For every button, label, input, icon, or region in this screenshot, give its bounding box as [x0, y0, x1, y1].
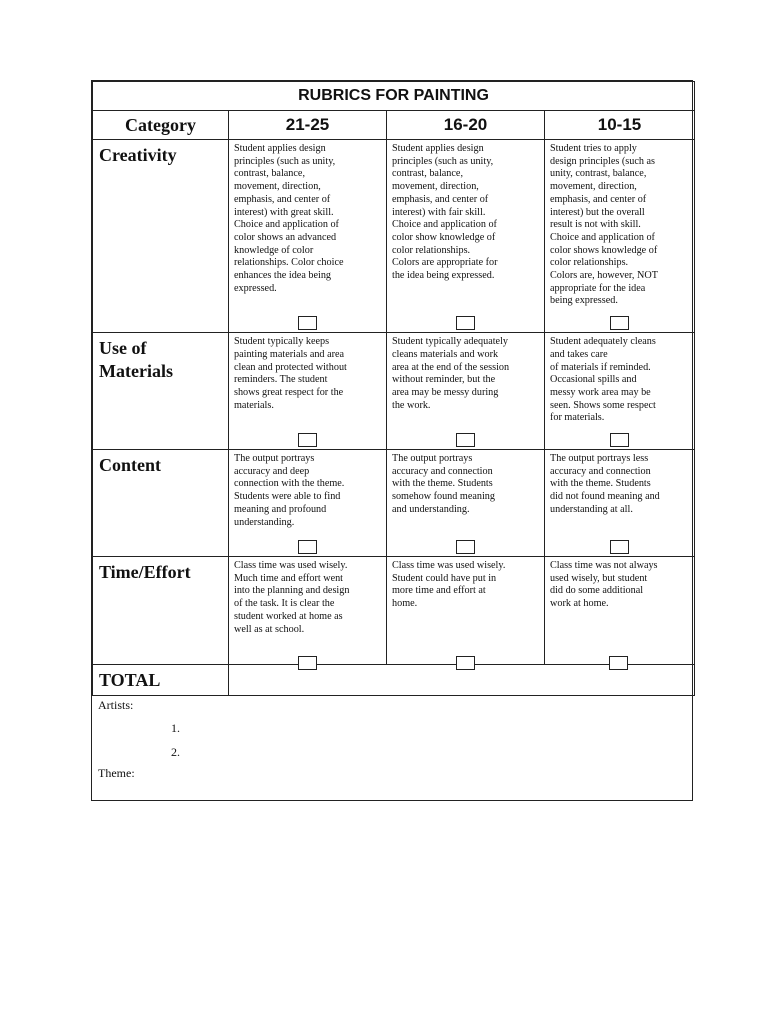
score-checkbox[interactable]	[298, 540, 317, 554]
score-header-1: 21-25	[229, 111, 387, 140]
category-time-effort: Time/Effort	[93, 557, 229, 665]
rubric-sheet	[91, 80, 693, 801]
score-checkbox[interactable]	[456, 433, 475, 447]
criterion-cell	[387, 333, 545, 450]
criterion-cell	[545, 450, 695, 557]
criterion-cell	[545, 140, 695, 333]
total-cell	[229, 665, 387, 696]
total-label: TOTAL	[93, 665, 229, 696]
category-header: Category	[93, 111, 229, 140]
total-cell	[387, 665, 545, 696]
criterion-cell	[387, 140, 545, 333]
score-checkbox[interactable]	[609, 656, 628, 670]
criterion-text: Class time was not always used wisely, but student did do some additional work at home.	[550, 560, 658, 610]
criterion-text: Student tries to apply design principles (such as unity, contrast, balance, movement, direction, emphasis, and center of interest) but the overall result is not with skill. Choice and application of color shows knowledge of color relationships. Colors are, however, NOT appropriate for the idea being expressed.	[550, 143, 658, 307]
score-header-3: 10-15	[545, 111, 695, 140]
criterion-text: Student adequately cleans and takes care of materials if reminded. Occasional spills and messy work area may be seen. Shows some respect for materials.	[550, 336, 656, 424]
rubric-table	[92, 81, 695, 696]
category-content: Content	[93, 450, 229, 557]
category-creativity: Creativity	[93, 140, 229, 333]
criterion-cell	[229, 140, 387, 333]
rubric-title: RUBRICS FOR PAINTING	[93, 82, 695, 111]
criterion-text: The output portrays accuracy and connection with the theme. Students somehow found meaning and understanding.	[392, 453, 495, 515]
rubric-row-materials	[93, 333, 695, 450]
criterion-text: Student applies design principles (such as unity, contrast, balance, movement, direction, emphasis, and center of interest) with great skill. Choice and application of color shows an advanced knowledge of color relationships. Color choice enhances the idea being expressed.	[234, 143, 344, 294]
score-checkbox[interactable]	[456, 656, 475, 670]
score-checkbox[interactable]	[610, 316, 629, 330]
score-header-2: 16-20	[387, 111, 545, 140]
criterion-cell	[545, 557, 695, 665]
total-row	[93, 665, 695, 696]
score-checkbox[interactable]	[456, 316, 475, 330]
criterion-cell	[387, 557, 545, 665]
rubric-row-creativity	[93, 140, 695, 333]
rubric-row-time-effort	[93, 557, 695, 665]
criterion-text: The output portrays accuracy and deep connection with the theme. Students were able to find meaning and profound understanding.	[234, 453, 345, 528]
score-checkbox[interactable]	[298, 316, 317, 330]
artist-line-2: 2.	[171, 745, 180, 760]
artist-line-1: 1.	[171, 721, 180, 736]
score-checkbox[interactable]	[298, 433, 317, 447]
criterion-cell	[229, 557, 387, 665]
header-row	[93, 111, 695, 140]
criterion-cell	[229, 333, 387, 450]
theme-label: Theme:	[98, 766, 135, 781]
score-checkbox[interactable]	[610, 433, 629, 447]
criterion-text: Student typically adequately cleans materials and work area at the end of the session without reminder, but the area may be messy during the work.	[392, 336, 510, 411]
score-checkbox[interactable]	[610, 540, 629, 554]
rubric-row-content	[93, 450, 695, 557]
category-use-of-materials: Use of Materials	[93, 333, 229, 450]
criterion-text: Class time was used wisely. Much time and effort went into the planning and design of the task. It is clear the student worked at home as well as at school.	[234, 560, 350, 635]
criterion-cell	[545, 333, 695, 450]
rubric-footer	[92, 696, 692, 800]
criterion-text: Class time was used wisely. Student could have put in more time and effort at home.	[392, 560, 506, 610]
criterion-text: Student typically keeps painting materials and area clean and protected without reminders. The student shows great respect for the materials.	[234, 336, 347, 411]
artists-label: Artists:	[98, 698, 134, 713]
score-checkbox[interactable]	[298, 656, 317, 670]
criterion-text: Student applies design principles (such as unity, contrast, balance, movement, direction, emphasis, and center of interest) with fair skill. Choice and application of color show knowledge of color relationships. Colors are appropriate for the idea being expressed.	[392, 143, 498, 282]
criterion-cell	[229, 450, 387, 557]
criterion-text: The output portrays less accuracy and connection with the theme. Students did not found meaning and understanding at all.	[550, 453, 660, 515]
score-checkbox[interactable]	[456, 540, 475, 554]
total-cell	[545, 665, 695, 696]
criterion-cell	[387, 450, 545, 557]
